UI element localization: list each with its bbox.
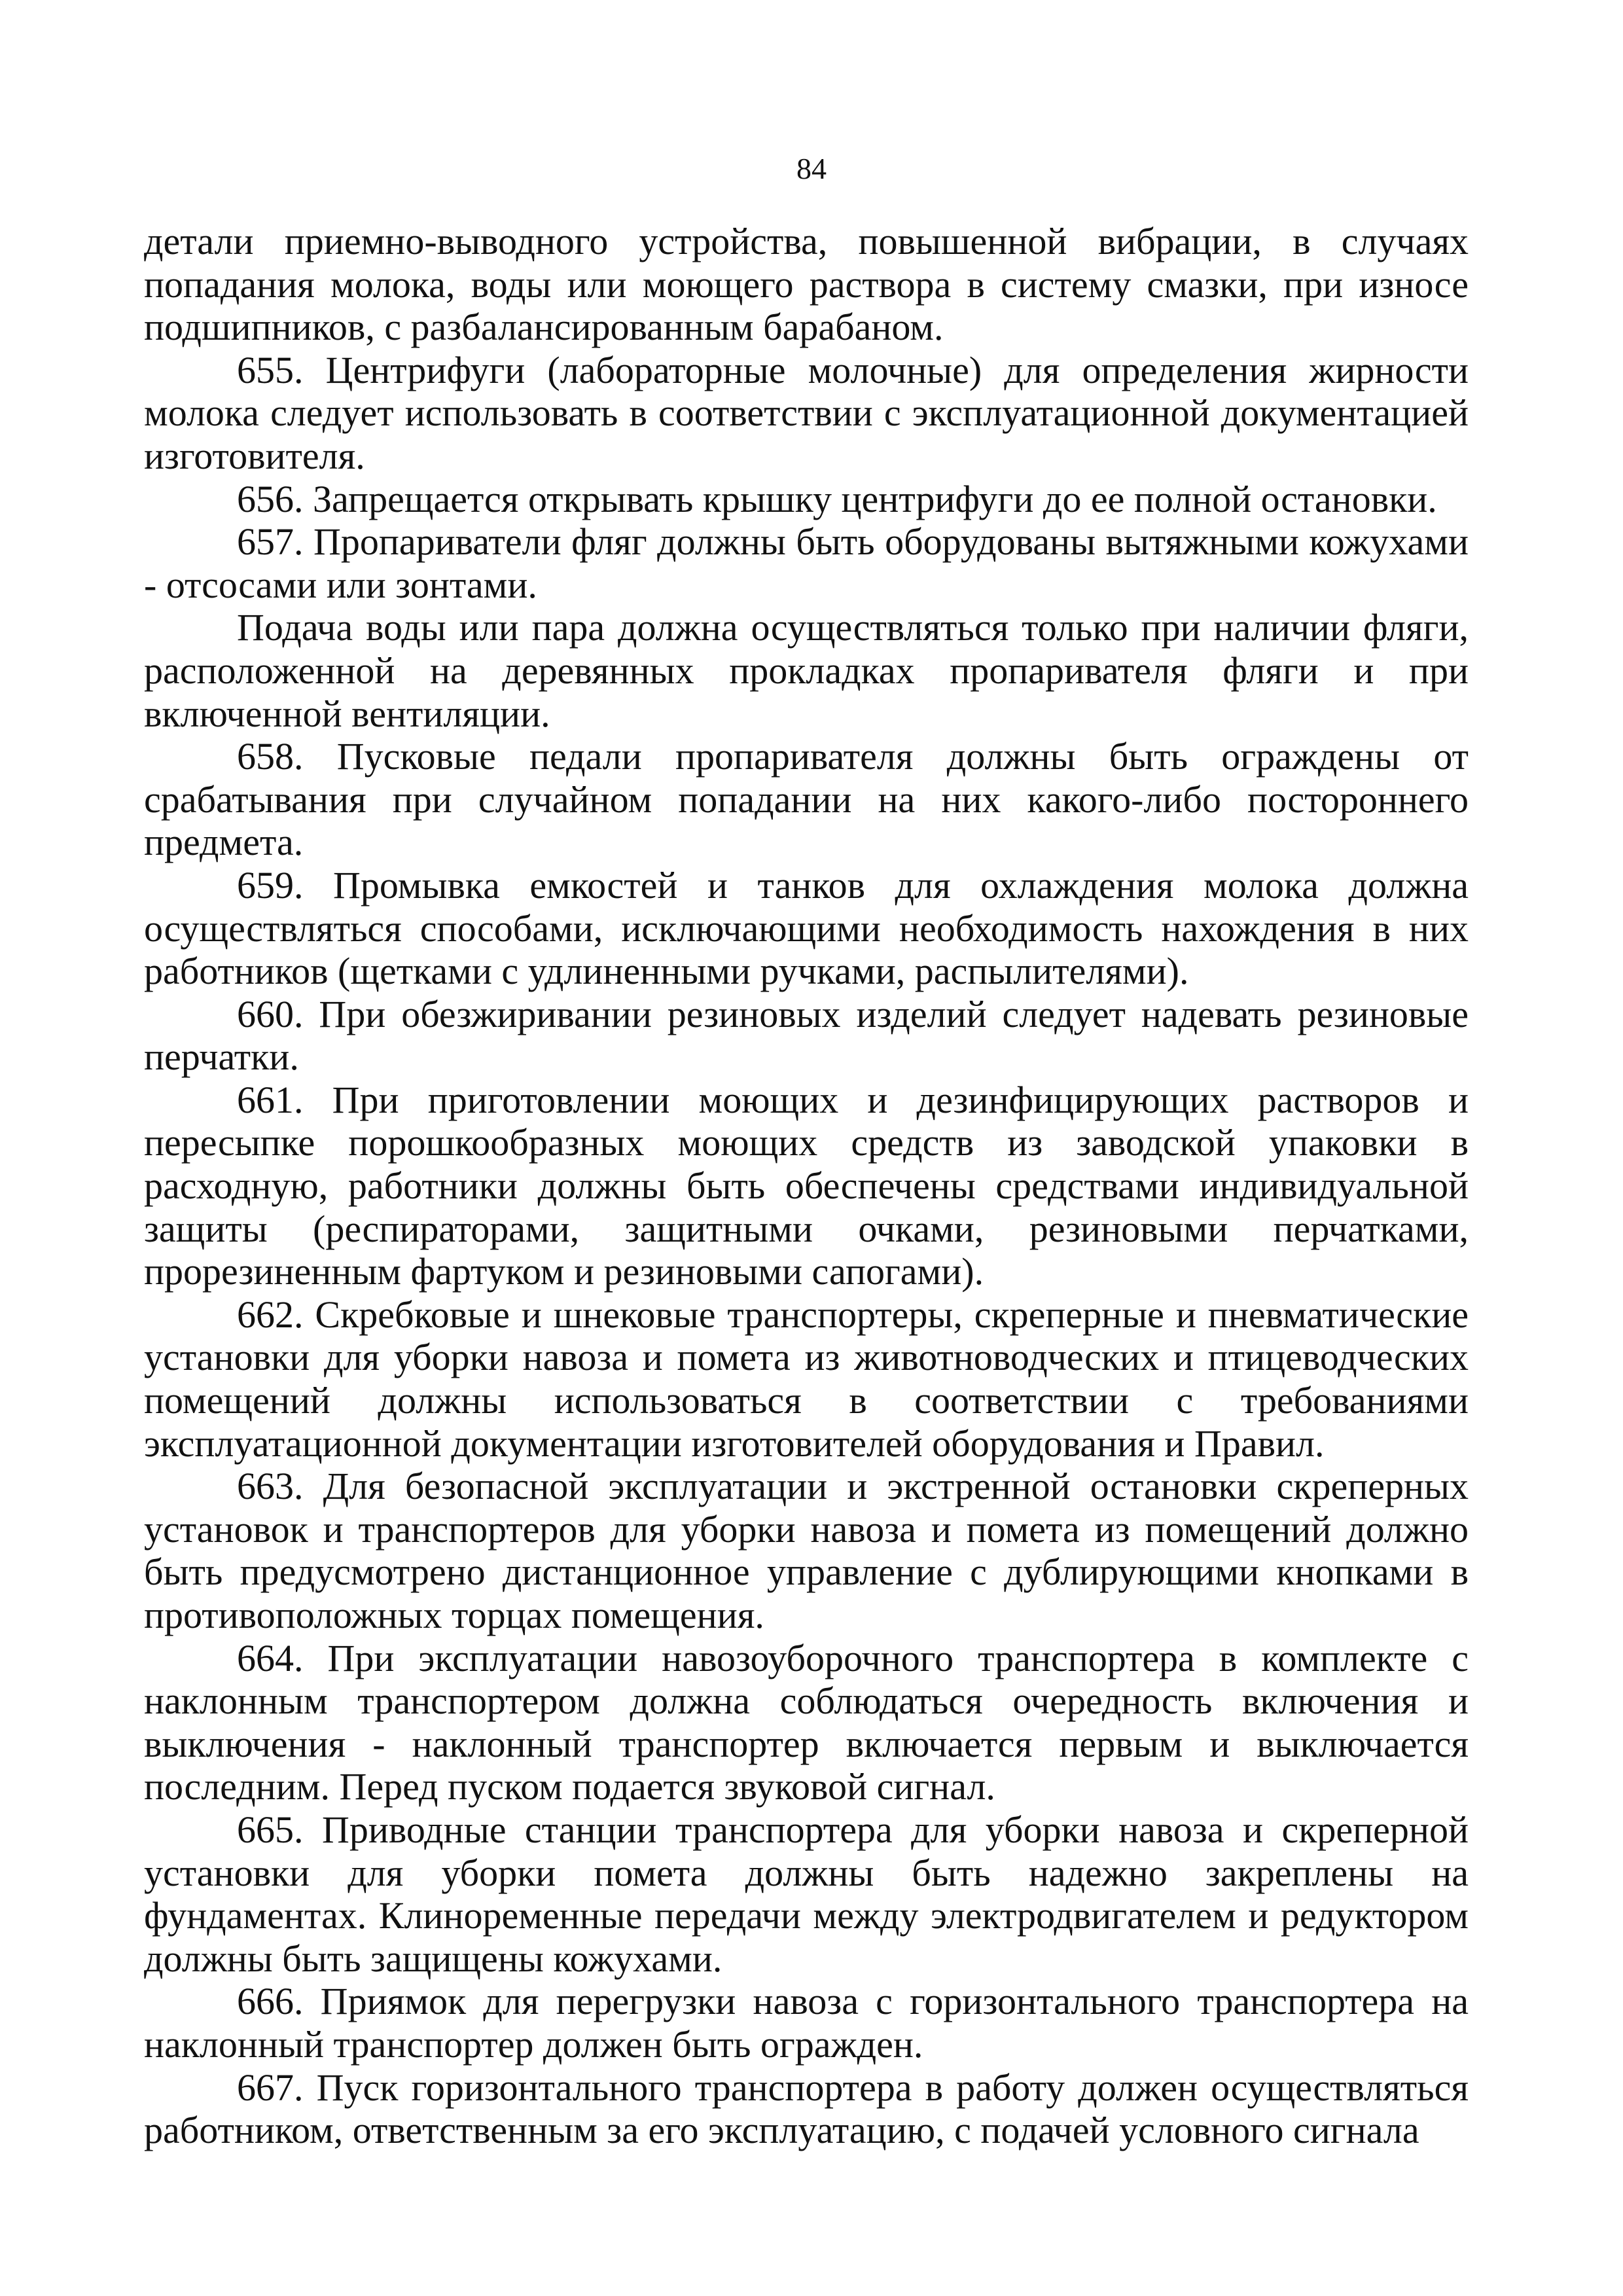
paragraph-664: 664. При эксплуатации навозоуборочного транспортера в комплекте с наклонным транспортером должна соблюдаться очередность включения и выключения - наклонный транспортер включается первым и выключается последним. Перед пуском подается звуковой сигнал.	[144, 1636, 1469, 1808]
paragraph-663: 663. Для безопасной эксплуатации и экстренной остановки скреперных установок и транспортеров для уборки навоза и помета из помещений должно быть предусмотрено дистанционное управление с дублирующими кнопками в противоположных торцах помещения.	[144, 1465, 1469, 1636]
paragraph-666: 666. Приямок для перегрузки навоза с горизонтального транспортера на наклонный транспортер должен быть огражден.	[144, 1980, 1469, 2066]
paragraph-657-continued: Подача воды или пара должна осуществляться только при наличии фляги, расположенной на деревянных прокладках пропаривателя фляги и при включенной вентиляции.	[144, 606, 1469, 735]
paragraph-658: 658. Пусковые педали пропаривателя должны быть ограждены от срабатывания при случайном попадании на них какого-либо постороннего предмета.	[144, 735, 1469, 864]
body-text	[144, 220, 1469, 2152]
paragraph-660: 660. При обезжиривании резиновых изделий следует надевать резиновые перчатки.	[144, 992, 1469, 1079]
paragraph-continuation: детали приемно-выводного устройства, повышенной вибрации, в случаях попадания молока, воды или моющего раствора в систему смазки, при износе подшипников, с разбалансированным барабаном.	[144, 220, 1469, 349]
paragraph-665: 665. Приводные станции транспортера для уборки навоза и скреперной установки для уборки помета должны быть надежно закреплены на фундаментах. Клиноременные передачи между электродвигателем и редуктором должны быть защищены кожухами.	[144, 1808, 1469, 1980]
paragraph-659: 659. Промывка емкостей и танков для охлаждения молока должна осуществляться способами, исключающими необходимость нахождения в них работников (щетками с удлиненными ручками, распылителями).	[144, 863, 1469, 993]
paragraph-661: 661. При приготовлении моющих и дезинфицирующих растворов и пересыпке порошкообразных моющих средств из заводской упаковки в расходную, работники должны быть обеспечены средствами индивидуальной защиты (респираторами, защитными очками, резиновыми перчатками, прорезиненным фартуком и резиновыми сапогами).	[144, 1078, 1469, 1293]
page-number: 84	[796, 152, 827, 185]
paragraph-662: 662. Скребковые и шнековые транспортеры, скреперные и пневматические установки для уборки навоза и помета из животноводческих и птицеводческих помещений должны использоваться в соответствии с требованиями эксплуатационной документации изготовителей оборудования и Правил.	[144, 1293, 1469, 1465]
paragraph-655: 655. Центрифуги (лабораторные молочные) для определения жирности молока следует использовать в соответствии с эксплуатационной документацией изготовителя.	[144, 348, 1469, 477]
paragraph-656: 656. Запрещается открывать крышку центрифуги до ее полной остановки.	[237, 477, 1437, 520]
paragraph-667: 667. Пуск горизонтального транспортера в работу должен осуществляться работником, ответственным за его эксплуатацию, с подачей условного сигнала	[144, 2066, 1469, 2152]
paragraph-657: 657. Пропариватели фляг должны быть оборудованы вытяжными кожухами - отсосами или зонтами.	[144, 520, 1469, 606]
